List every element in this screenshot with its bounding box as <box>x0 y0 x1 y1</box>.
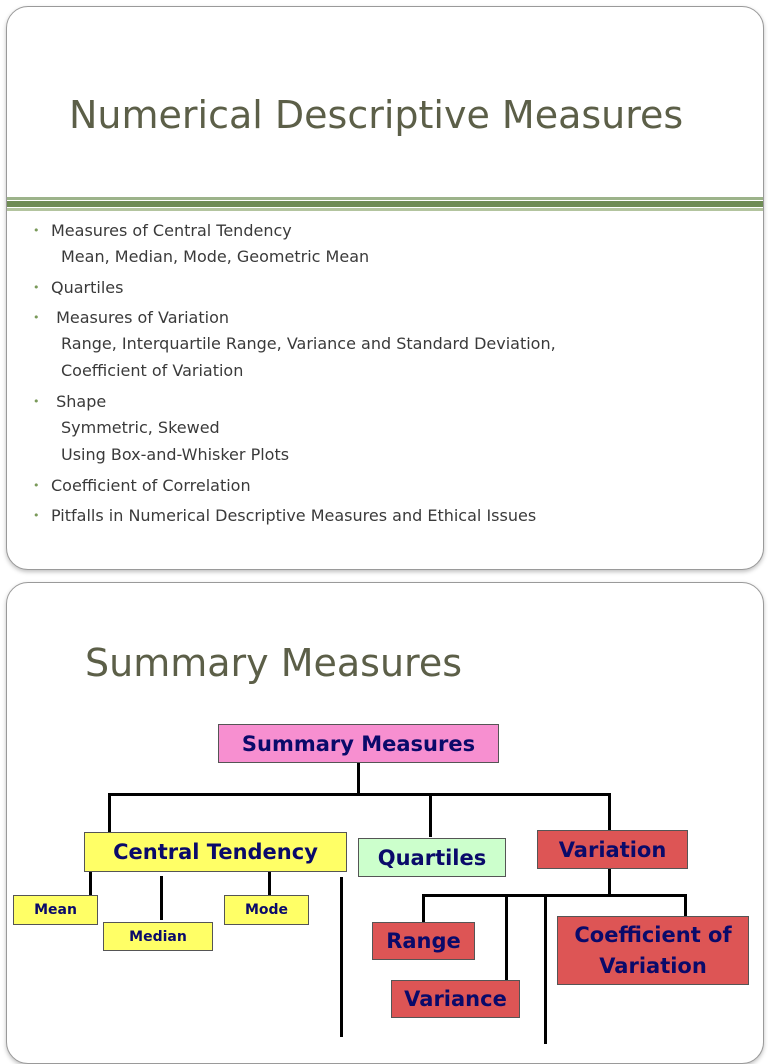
mean-box <box>13 895 98 925</box>
bullet-text: Pitfalls in Numerical Descriptive Measures and Ethical Issues <box>51 506 537 525</box>
connector-line <box>544 894 547 1044</box>
bullet-subtext: Symmetric, Skewed <box>61 418 220 437</box>
connector-line <box>422 894 687 897</box>
bullet-subtext: Using Box-and-Whisker Plots <box>61 445 290 464</box>
range-box <box>372 922 475 960</box>
bullet-item <box>33 219 753 270</box>
mode-box <box>224 895 309 925</box>
coefficient-of-variation-box <box>557 916 749 985</box>
connector-line <box>429 793 432 837</box>
variation-box <box>537 830 688 869</box>
coefficient-of-variation-label: Coefficient of Variation <box>574 922 732 978</box>
summary-measures-box <box>218 724 499 763</box>
bullet-item <box>33 306 753 384</box>
connector-line <box>608 869 611 896</box>
bullet-subtext: Mean, Median, Mode, Geometric Mean <box>61 247 370 266</box>
bullet-item <box>33 474 753 498</box>
mean-label: Mean <box>34 902 77 918</box>
connector-line <box>357 762 360 794</box>
slide-title: Summary Measures <box>85 641 463 685</box>
bullet-text: Coefficient of Correlation <box>51 476 251 495</box>
bullet-subtext: Coefficient of Variation <box>61 361 244 380</box>
central-tendency-label: Central Tendency <box>113 840 318 864</box>
connector-line <box>268 871 271 895</box>
slide-title: Numerical Descriptive Measures <box>69 93 684 137</box>
bullet-dot-icon: • <box>33 311 40 324</box>
connector-line <box>108 793 111 833</box>
variance-label: Variance <box>404 987 507 1011</box>
summary-measures-label: Summary Measures <box>241 731 476 756</box>
slide-summary-measures <box>6 582 764 1064</box>
mode-label: Mode <box>244 902 289 918</box>
bullet-dot-icon: • <box>33 281 40 294</box>
bullet-item <box>33 504 753 528</box>
connector-line <box>608 793 611 830</box>
bullet-dot-icon: • <box>33 395 40 408</box>
connector-line <box>684 894 687 917</box>
connector-line <box>108 793 611 796</box>
bullet-dot-icon: • <box>33 479 40 492</box>
connector-line <box>89 871 92 895</box>
variation-label: Variation <box>558 837 667 862</box>
bullet-item <box>33 390 753 468</box>
median-box <box>103 922 213 951</box>
bullet-text: Measures of Variation <box>51 308 229 327</box>
central-tendency-box <box>84 832 347 872</box>
bullet-subtext: Range, Interquartile Range, Variance and Standard Deviation, <box>61 334 556 353</box>
bullet-text: Measures of Central Tendency <box>51 221 292 240</box>
quartiles-box <box>358 838 506 877</box>
range-label: Range <box>386 929 461 953</box>
bullet-dot-icon: • <box>33 224 40 237</box>
connector-line <box>505 894 508 980</box>
bullet-item <box>33 276 753 300</box>
variance-box <box>391 980 520 1018</box>
median-label: Median <box>129 928 187 945</box>
connector-line <box>422 894 425 922</box>
bullet-text: Shape <box>51 392 107 411</box>
quartiles-label: Quartiles <box>377 845 487 870</box>
slide-numerical-descriptive-measures <box>6 6 764 570</box>
bullet-dot-icon: • <box>33 509 40 522</box>
connector-line <box>160 876 163 920</box>
bullet-text: Quartiles <box>51 278 124 297</box>
connector-line <box>340 877 343 1037</box>
bullet-list <box>33 219 753 534</box>
title-divider <box>7 197 763 212</box>
